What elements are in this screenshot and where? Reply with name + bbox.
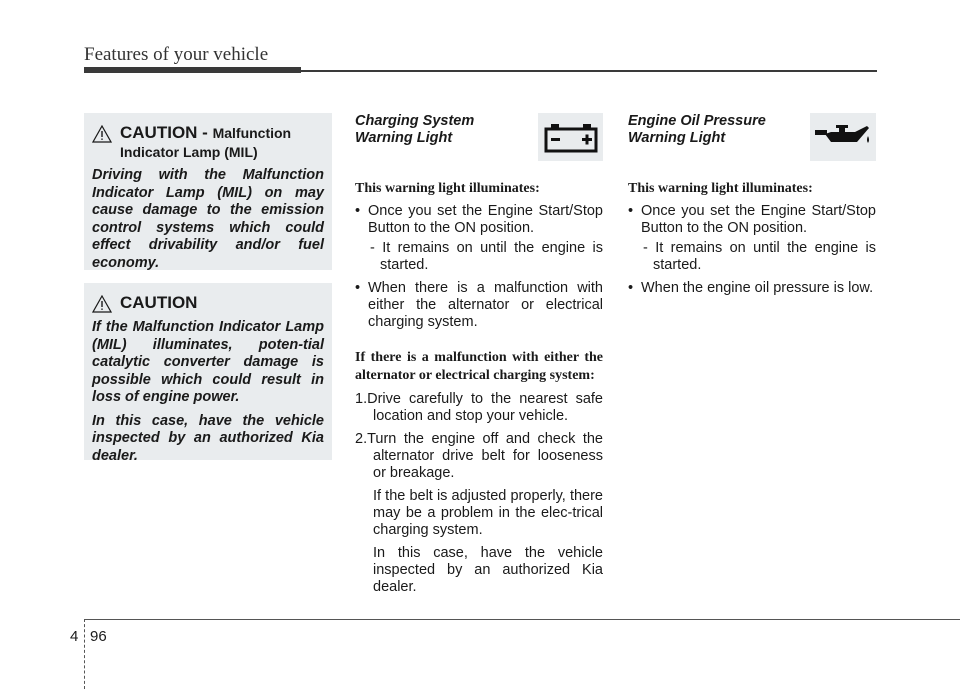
caution-title-rest: Malfunction <box>212 125 292 141</box>
caution-body <box>92 167 324 272</box>
step-1: 1.Drive carefully to the nearest safe location and stop your vehicle. <box>355 391 603 424</box>
footer-rule <box>84 619 960 620</box>
bullet-item: • Once you set the Engine Start/Stop Button to the ON position. <box>628 203 876 236</box>
caution-heading <box>92 123 324 143</box>
header-rule-thin <box>301 70 877 72</box>
engine-oil-pressure-section <box>628 113 876 297</box>
condition-heading: If there is a malfunction with either the alternator or electrical charging system: <box>355 350 603 383</box>
chapter-number: 4 <box>70 628 79 645</box>
page-number: 96 <box>90 628 107 645</box>
footer-divider <box>84 619 85 689</box>
caution-box-mil <box>84 113 332 270</box>
section-title-line-2: Warning Light <box>355 130 453 146</box>
caution-title <box>120 123 291 143</box>
bullet-text: When there is a malfunction with either the alternator or electrical charging system. <box>368 280 603 330</box>
bullet-text: Once you set the Engine Start/Stop Button to the ON position. <box>641 203 876 236</box>
bullet-item: • Once you set the Engine Start/Stop Button to the ON position. <box>355 203 603 236</box>
step-2: 2.Turn the engine off and check the alternator drive belt for looseness or breakage. <box>355 431 603 481</box>
caution-word: CAUTION - <box>120 123 208 142</box>
battery-icon <box>544 121 598 153</box>
lead-text: This warning light illuminates: <box>628 181 813 196</box>
caution-body-text: Driving with the Malfunction Indicator Lamp (MIL) on may cause damage to the emission control systems which could effect drivability and/or fuel economy. <box>92 167 324 271</box>
sub-item: - It remains on until the engine is started. <box>643 240 876 273</box>
section-title <box>628 113 798 147</box>
bullet-text: Once you set the Engine Start/Stop Button to the ON position. <box>368 203 603 236</box>
warning-triangle-icon <box>92 125 112 143</box>
page-header-title: Features of your vehicle <box>84 44 269 65</box>
lead-text: This warning light illuminates: <box>355 181 540 196</box>
caution-body <box>92 319 324 465</box>
bullet-item: • When the engine oil pressure is low. <box>628 280 874 296</box>
section-title-line-1: Charging System <box>355 113 475 129</box>
step-2-para-1: If the belt is adjusted properly, there may be a problem in the elec-trical charging system. <box>373 488 603 538</box>
step-2-para-2: In this case, have the vehicle inspected by an authorized Kia dealer. <box>373 545 603 595</box>
caution-title: CAUTION <box>120 293 198 312</box>
section-title-line-1: Engine Oil Pressure <box>628 113 766 129</box>
header-rule <box>84 67 301 73</box>
bullet-text: When the engine oil pressure is low. <box>641 280 874 296</box>
battery-icon-box <box>538 113 603 161</box>
section-title <box>355 113 525 147</box>
charging-system-section <box>355 113 603 596</box>
caution-para-1: If the Malfunction Indicator Lamp (MIL) illuminates, poten-tial catalytic converter damage is possible which could result in loss of engine power. <box>92 319 324 405</box>
bullet-item: • When there is a malfunction with either the alternator or electrical charging system. <box>355 280 603 330</box>
oil-can-icon <box>813 122 873 152</box>
oil-icon-box <box>810 113 876 161</box>
section-title-line-2: Warning Light <box>628 130 726 146</box>
sub-item: - It remains on until the engine is started. <box>370 240 603 273</box>
caution-box-catalytic <box>84 283 332 464</box>
caution-para-2: In this case, have the vehicle inspected by an authorized Kia dealer. <box>92 412 324 464</box>
caution-heading <box>92 293 324 313</box>
caution-subtitle: Indicator Lamp (MIL) <box>120 144 258 160</box>
warning-triangle-icon <box>92 295 112 313</box>
